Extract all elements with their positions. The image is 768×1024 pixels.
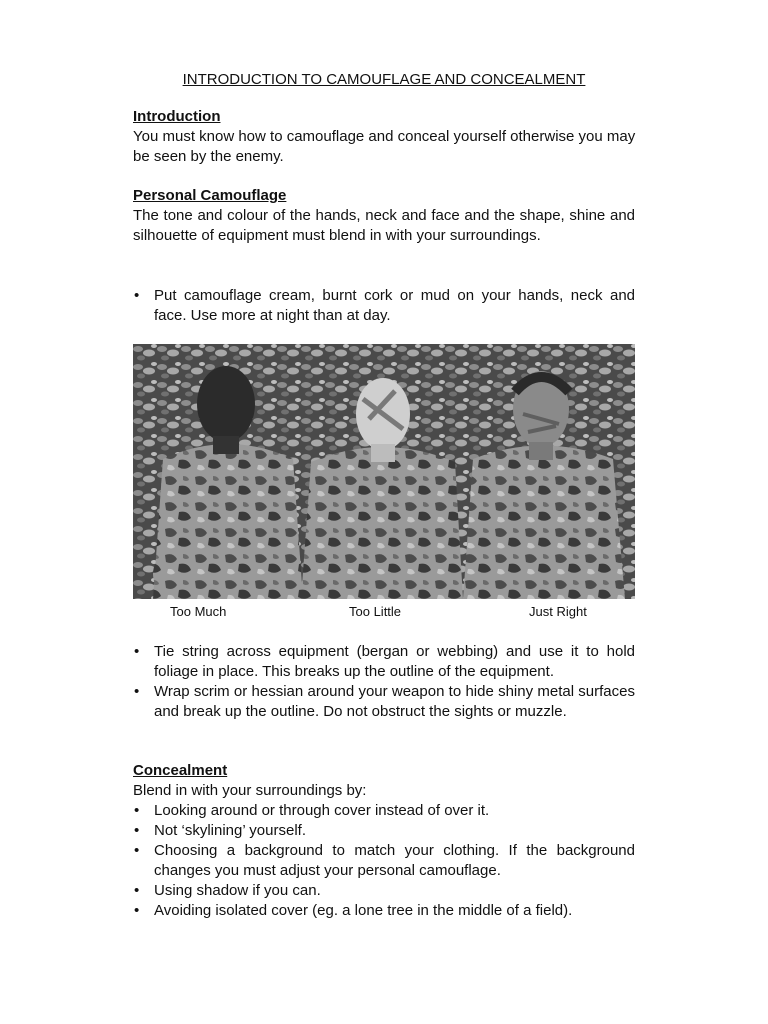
caption-just-right: Just Right [529, 604, 587, 619]
list-item: • Looking around or through cover instead of over it. [133, 801, 635, 821]
concealment-list [133, 801, 635, 921]
camouflage-cream-list [133, 286, 635, 326]
list-item: • Choosing a background to match your clothing. If the background changes you must adjust your personal camouflage. [133, 841, 635, 881]
intro-heading: Introduction [133, 108, 221, 125]
list-item: • Tie string across equipment (bergan or webbing) and use it to hold foliage in place. This breaks up the outline of the equipment. [133, 642, 635, 682]
equipment-list [133, 642, 635, 722]
list-item: • Put camouflage cream, burnt cork or mud on your hands, neck and face. Use more at night than at day. [133, 286, 635, 326]
list-item: • Using shadow if you can. [133, 881, 635, 901]
document-title: INTRODUCTION TO CAMOUFLAGE AND CONCEALMENT [182, 71, 586, 88]
personal-camouflage-text: The tone and colour of the hands, neck and face and the shape, shine and silhouette of equipment must blend in with your surroundings. [133, 207, 635, 244]
concealment-heading: Concealment [133, 762, 228, 779]
concealment-intro: Blend in with your surroundings by: [133, 782, 367, 799]
list-item: • Wrap scrim or hessian around your weapon to hide shiny metal surfaces and break up the outline. Do not obstruct the sights or muzzle. [133, 682, 635, 722]
list-item: • Avoiding isolated cover (eg. a lone tree in the middle of a field). [133, 901, 635, 921]
photo-captions [133, 602, 635, 624]
camouflage-photo [133, 344, 635, 599]
caption-too-much: Too Much [170, 604, 227, 619]
camouflage-photo-image [133, 344, 635, 599]
caption-too-little: Too Little [349, 604, 402, 619]
personal-camouflage-heading: Personal Camouflage [133, 187, 287, 204]
camouflage-comparison-figure [133, 344, 635, 626]
intro-text: You must know how to camouflage and conceal yourself otherwise you may be seen by the enemy. [133, 128, 636, 165]
list-item: • Not ‘skylining’ yourself. [133, 821, 635, 841]
